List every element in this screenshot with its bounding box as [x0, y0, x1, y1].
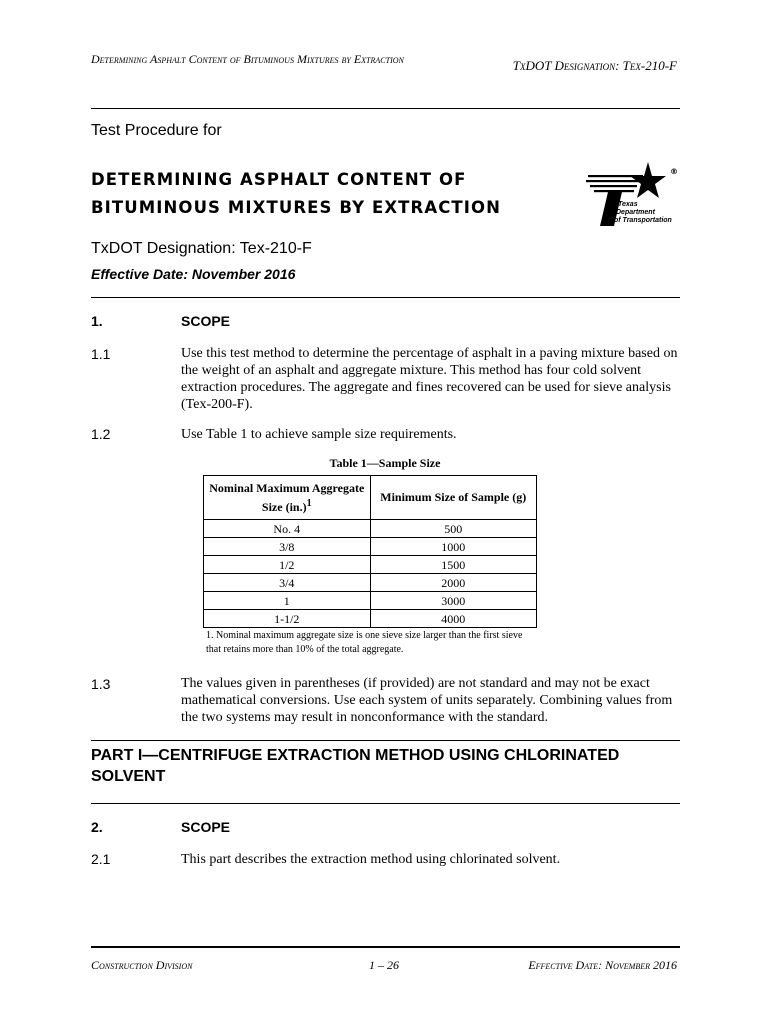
- table-header-sample: Minimum Size of Sample (g): [370, 476, 537, 520]
- txdot-logo-icon: [586, 160, 678, 230]
- title-line-2: BITUMINOUS MIXTURES BY EXTRACTION: [91, 198, 502, 217]
- footer-division: Construction Division: [91, 958, 193, 972]
- footer-effective-date: Effective Date: November 2016: [528, 958, 677, 972]
- table-row: No. 4 500: [204, 520, 537, 538]
- part-rule-top: [91, 740, 680, 741]
- logo-text-1: Texas: [618, 201, 638, 208]
- title-line-1: DETERMINING ASPHALT CONTENT OF: [91, 170, 467, 189]
- para-2-1-text: This part describes the extraction method using chlorinated solvent.: [181, 852, 561, 867]
- page-number: 1 – 26: [369, 958, 399, 972]
- logo-registered: ®: [670, 167, 678, 176]
- section-1-title: SCOPE: [181, 313, 231, 329]
- logo-text-3: of Transportation: [614, 217, 672, 224]
- para-1-2-text: Use Table 1 to achieve sample size requirements.: [181, 427, 457, 442]
- para-2-1-number: 2.1: [91, 851, 111, 867]
- section-1-number: 1.: [91, 313, 103, 329]
- table-header-aggregate: Nominal Maximum Aggregate Size $(in.)^1$: [204, 476, 371, 520]
- running-header-designation: TxDOT Designation: Tex-210-F: [512, 58, 677, 73]
- para-1-2-number: 1.2: [91, 426, 111, 442]
- logo-text-2: Department: [616, 209, 655, 216]
- footnote-marker: 1: [306, 497, 312, 509]
- title-rule: [91, 297, 680, 298]
- section-2-number: 2.: [91, 819, 103, 835]
- para-1-3-number: 1.3: [91, 676, 111, 692]
- table-row: 1-1/2 4000: [204, 610, 537, 628]
- sample-size-table: [203, 475, 537, 628]
- footer-rule: [91, 946, 680, 948]
- para-1-3-text: The values given in parentheses (if provided) are not standard and may not be exact mathematical conversions. Use each system of units separately. Combining values from the two systems may result in nonconformance with the standard.: [181, 676, 673, 725]
- table-row: 1 3000: [204, 592, 537, 610]
- part-rule-bottom: [91, 803, 680, 804]
- document-title: [91, 166, 501, 222]
- para-1-1-text: Use this test method to determine the percentage of asphalt in a paving mixture based on the weight of an asphalt and aggregate mixture. This method has four cold solvent extraction procedures. The aggregate and fines recovered can be used for sieve analysis (Tex-200-F).: [181, 346, 678, 412]
- para-1-1-number: 1.1: [91, 346, 111, 362]
- running-header-title: Determining Asphalt Content of Bituminous Mixtures by Extraction: [91, 52, 404, 66]
- table-row: 3/4 2000: [204, 574, 537, 592]
- section-2-title: SCOPE: [181, 819, 231, 835]
- test-procedure-label: Test Procedure for: [91, 122, 222, 139]
- designation: TxDOT Designation: Tex-210-F: [91, 240, 312, 257]
- table-row: 1/2 1500: [204, 556, 537, 574]
- effective-date: Effective Date: November 2016: [91, 266, 296, 282]
- table-row: 3/8 1000: [204, 538, 537, 556]
- table-footnote: 1. Nominal maximum aggregate size is one sieve size larger than the first sieve that retains more than 10% of the total aggregate.: [206, 630, 523, 655]
- part-1-heading: PART I—CENTRIFUGE EXTRACTION METHOD USING CHLORINATED SOLVENT: [91, 747, 620, 785]
- header-rule: [91, 108, 680, 109]
- table-1-caption: Table 1—Sample Size: [329, 456, 441, 470]
